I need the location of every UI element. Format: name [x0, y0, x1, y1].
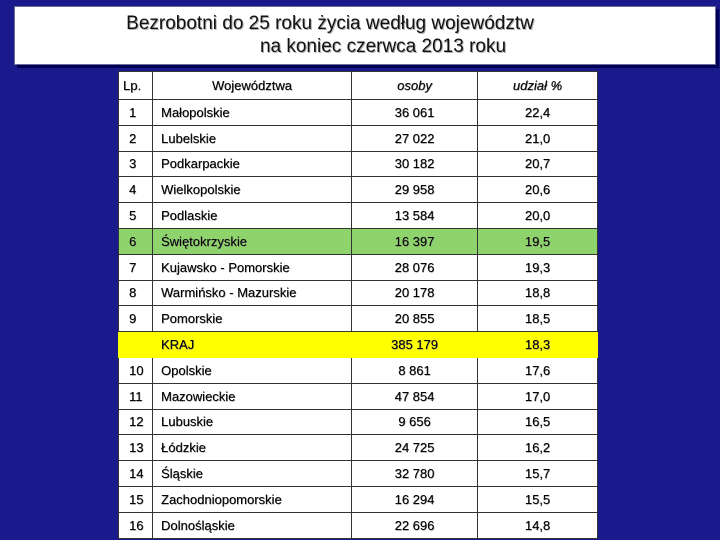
cell-osoby: 13 584: [352, 203, 478, 229]
cell-lp: 5: [119, 203, 153, 229]
cell-udzial: 15,7: [478, 461, 598, 487]
cell-udzial: 16,2: [478, 435, 598, 461]
header-wojewodztwa: Województwa: [153, 72, 352, 100]
table-row: [119, 383, 598, 409]
table-header-row: [119, 72, 598, 100]
cell-udzial: 21,0: [478, 125, 598, 151]
table-row: [119, 254, 598, 280]
cell-wojewodztwo: Wielkopolskie: [153, 177, 352, 203]
table-row: [119, 306, 598, 332]
cell-osoby: 27 022: [352, 125, 478, 151]
cell-osoby: 16 294: [352, 486, 478, 512]
table-row: [119, 486, 598, 512]
cell-osoby: 24 725: [352, 435, 478, 461]
table-row: [119, 125, 598, 151]
header-lp: Lp.: [119, 72, 153, 100]
table-row: [119, 512, 598, 538]
cell-udzial: 18,3: [478, 332, 598, 358]
cell-wojewodztwo: Lubuskie: [153, 409, 352, 435]
cell-lp: 11: [119, 383, 153, 409]
cell-wojewodztwo: Lubelskie: [153, 125, 352, 151]
cell-lp: 10: [119, 357, 153, 383]
cell-wojewodztwo: Łódzkie: [153, 435, 352, 461]
cell-lp: 13: [119, 435, 153, 461]
cell-wojewodztwo: Zachodniopomorskie: [153, 486, 352, 512]
cell-udzial: 18,8: [478, 280, 598, 306]
cell-lp: 15: [119, 486, 153, 512]
table-row: [119, 100, 598, 126]
cell-lp: 7: [119, 254, 153, 280]
unemployment-table: [118, 71, 598, 539]
cell-osoby: 20 178: [352, 280, 478, 306]
cell-wojewodztwo: Dolnośląskie: [153, 512, 352, 538]
cell-osoby: 385 179: [352, 332, 478, 358]
cell-wojewodztwo: Warmińsko - Mazurskie: [153, 280, 352, 306]
cell-udzial: 19,3: [478, 254, 598, 280]
title-line-2: na koniec czerwca 2013 roku: [259, 36, 507, 57]
cell-wojewodztwo: KRAJ: [153, 332, 352, 358]
cell-lp: 12: [119, 409, 153, 435]
cell-udzial: 15,5: [478, 486, 598, 512]
cell-wojewodztwo: Świętokrzyskie: [153, 228, 352, 254]
cell-wojewodztwo: Podlaskie: [153, 203, 352, 229]
table-row: [119, 177, 598, 203]
cell-osoby: 29 958: [352, 177, 478, 203]
cell-lp: 9: [119, 306, 153, 332]
cell-osoby: 8 861: [352, 357, 478, 383]
cell-wojewodztwo: Podkarpackie: [153, 151, 352, 177]
title-box: [14, 6, 716, 65]
table-row: [119, 280, 598, 306]
cell-lp: [119, 332, 153, 358]
cell-lp: 16: [119, 512, 153, 538]
cell-lp: 1: [119, 100, 153, 126]
table-row: [119, 357, 598, 383]
cell-udzial: 19,5: [478, 228, 598, 254]
table-row: [119, 151, 598, 177]
table-row: [119, 461, 598, 487]
cell-lp: 8: [119, 280, 153, 306]
cell-lp: 3: [119, 151, 153, 177]
cell-osoby: 47 854: [352, 383, 478, 409]
table-row-kraj: [119, 332, 598, 358]
cell-osoby: 16 397: [352, 228, 478, 254]
cell-osoby: 20 855: [352, 306, 478, 332]
cell-udzial: 14,8: [478, 512, 598, 538]
cell-osoby: 28 076: [352, 254, 478, 280]
cell-wojewodztwo: Kujawsko - Pomorskie: [153, 254, 352, 280]
cell-osoby: 32 780: [352, 461, 478, 487]
cell-lp: 2: [119, 125, 153, 151]
cell-osoby: 30 182: [352, 151, 478, 177]
cell-wojewodztwo: Małopolskie: [153, 100, 352, 126]
cell-udzial: 20,7: [478, 151, 598, 177]
table-body: [119, 100, 598, 539]
cell-lp: 14: [119, 461, 153, 487]
table-row: [119, 409, 598, 435]
cell-lp: 4: [119, 177, 153, 203]
table-row: [119, 435, 598, 461]
cell-osoby: 36 061: [352, 100, 478, 126]
cell-osoby: 9 656: [352, 409, 478, 435]
cell-udzial: 20,0: [478, 203, 598, 229]
table-row: [119, 228, 598, 254]
cell-lp: 6: [119, 228, 153, 254]
table-row: [119, 203, 598, 229]
cell-osoby: 22 696: [352, 512, 478, 538]
title-line-1: Bezrobotni do 25 roku życia według województw: [126, 13, 534, 34]
cell-wojewodztwo: Opolskie: [153, 357, 352, 383]
header-udzial: udział %: [478, 72, 598, 100]
cell-wojewodztwo: Pomorskie: [153, 306, 352, 332]
cell-udzial: 17,6: [478, 357, 598, 383]
cell-udzial: 16,5: [478, 409, 598, 435]
cell-wojewodztwo: Śląskie: [153, 461, 352, 487]
header-osoby: osoby: [352, 72, 478, 100]
cell-udzial: 18,5: [478, 306, 598, 332]
cell-udzial: 22,4: [478, 100, 598, 126]
cell-udzial: 20,6: [478, 177, 598, 203]
cell-udzial: 17,0: [478, 383, 598, 409]
cell-wojewodztwo: Mazowieckie: [153, 383, 352, 409]
